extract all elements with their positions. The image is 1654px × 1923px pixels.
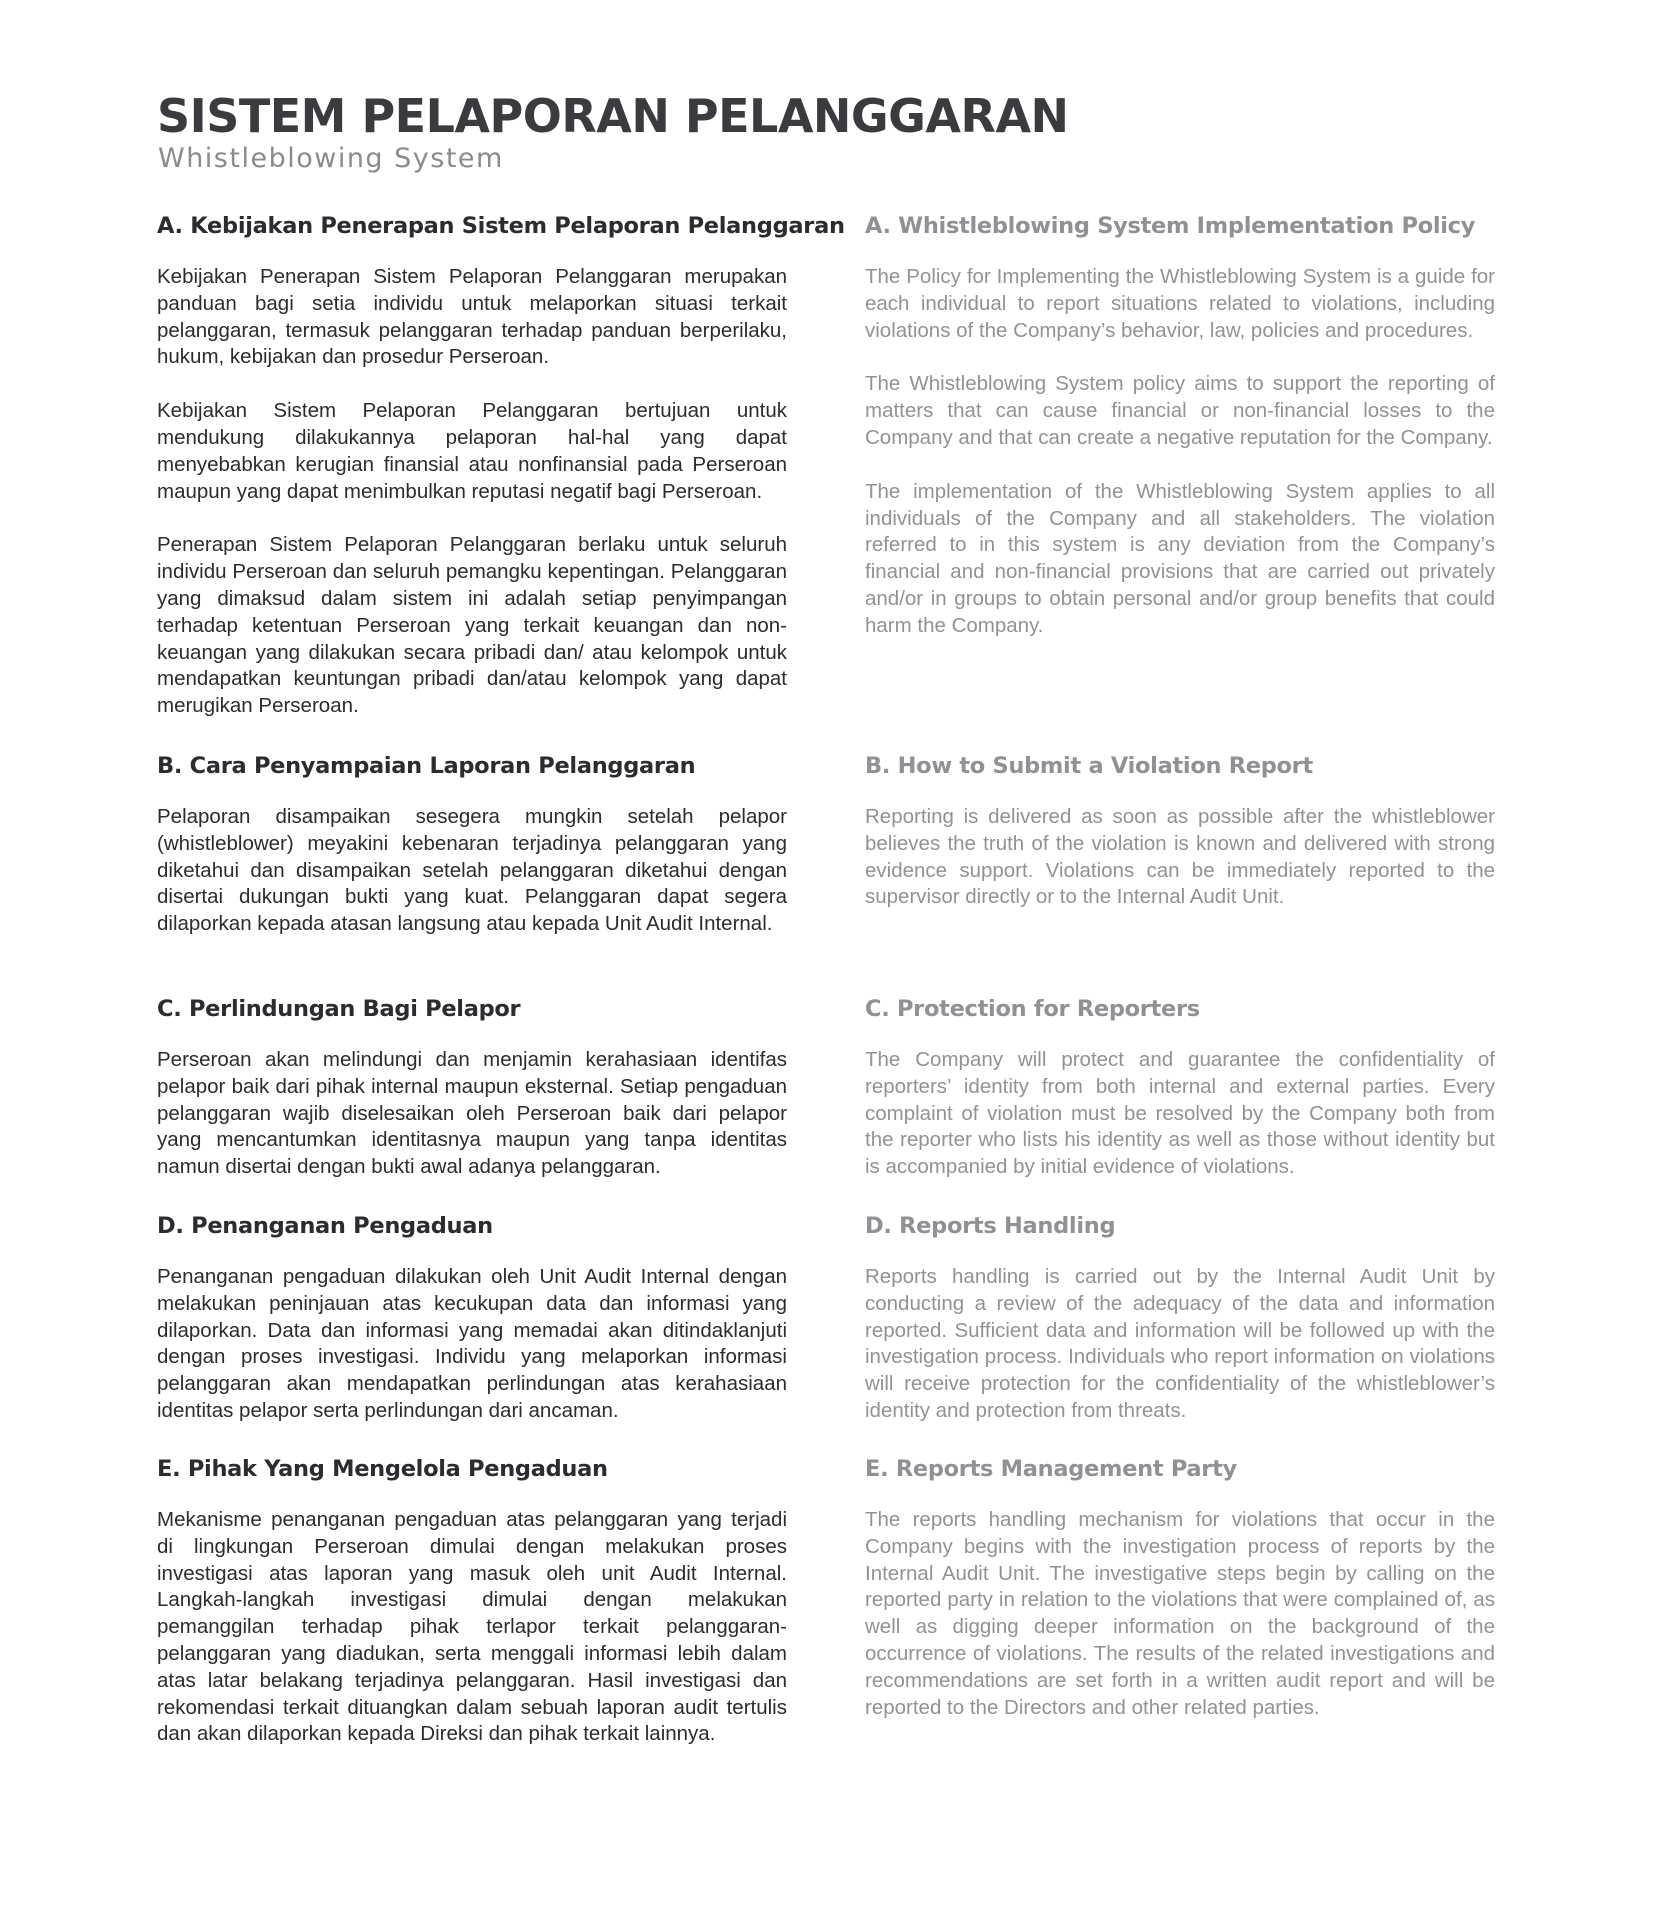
section-paragraph: Perseroan akan melindungi dan menjamin kerahasiaan identifas pelapor baik dari pihak internal maupun eksternal. Setiap pengaduan pelanggaran wajib diselesaikan oleh Perseroan baik dari pelapor yang mencantumkan identitasnya maupun yang tanpa identitas namun disertai dengan bukti awal adanya pelanggaran. bbox=[157, 1048, 787, 1179]
section-paragraph: Reporting is delivered as soon as possible after the whistleblower believes the truth of the violation is known and delivered with strong evidence support. Violations can be immediately reported to the supervisor directly or to the Internal Audit Unit. bbox=[865, 805, 1495, 909]
section-paragraph: The implementation of the Whistleblowing System applies to all individuals of the Company and all stakeholders. The violation referred to in this system is any deviation from the Company’s financial and non-financial provisions that are carried out privately and/or in groups to obtain personal and/or group benefits that could harm the Company. bbox=[865, 479, 1495, 637]
section-d-english bbox=[865, 1210, 1495, 1452]
section-heading: C. Protection for Reporters bbox=[865, 996, 1200, 1022]
section-b-indonesian bbox=[157, 750, 787, 965]
section-paragraph: The reports handling mechanism for violations that occur in the Company begins with the investigation process of reports by the Internal Audit Unit. The investigative steps begin by calling on the reported party in relation to the violations that were complained of, as well as digging deeper information on the background of the occurrence of violations. The results of the related investigations and recommendations are set forth in a written audit report and will be reported to the Directors and other related parties. bbox=[865, 1508, 1495, 1719]
section-a-indonesian bbox=[157, 210, 845, 747]
section-a-english bbox=[865, 210, 1495, 667]
section-heading: D. Penanganan Pengaduan bbox=[157, 1213, 493, 1239]
section-paragraph: Reports handling is carried out by the Internal Audit Unit by conducting a review of the adequacy of the data and information reported. Sufficient data and information will be followed up with the investigation process. Individuals who report information on violations will receive protection for the confidentiality of the whistleblower’s identity and protection from threats. bbox=[865, 1265, 1495, 1422]
section-heading: D. Reports Handling bbox=[865, 1213, 1116, 1239]
page-title: SISTEM PELAPORAN PELANGGARAN bbox=[157, 89, 1069, 143]
section-e-english bbox=[865, 1453, 1495, 1748]
section-d-indonesian bbox=[157, 1210, 787, 1452]
section-heading: B. How to Submit a Violation Report bbox=[865, 753, 1313, 779]
page-subtitle: Whistleblowing System bbox=[158, 143, 504, 174]
section-heading: E. Reports Management Party bbox=[865, 1456, 1237, 1482]
section-paragraph: The Company will protect and guarantee the confidentiality of reporters’ identity from both internal and external parties. Every complaint of violation must be resolved by the Company both from the reporter who lists his identity as well as those without identity but is accompanied by initial evidence of violations. bbox=[865, 1048, 1495, 1179]
section-heading: E. Pihak Yang Mengelola Pengaduan bbox=[157, 1456, 608, 1482]
section-paragraph: Pelaporan disampaikan sesegera mungkin setelah pelapor (whistleblower) meyakini kebenaran terjadinya pelanggaran yang diketahui dan disampaikan setelah pelanggaran diketahui dengan disertai dukungan bukti yang kuat. Pelanggaran dapat segera dilaporkan kepada atasan langsung atau kepada Unit Audit Internal. bbox=[157, 805, 787, 936]
section-paragraph: Kebijakan Sistem Pelaporan Pelanggaran bertujuan untuk mendukung dilakukannya pelaporan hal-hal yang dapat menyebabkan kerugian finansial atau nonfinansial pada Perseroan maupun yang dapat menimbulkan reputasi negatif bagi Perseroan. bbox=[157, 399, 787, 503]
section-c-english bbox=[865, 993, 1495, 1208]
section-c-indonesian bbox=[157, 993, 787, 1208]
section-paragraph: Mekanisme penanganan pengaduan atas pelanggaran yang terjadi di lingkungan Perseroan dimulai dengan melakukan proses investigasi atas laporan yang masuk oleh unit Audit Internal. Langkah-langkah investigasi dimulai dengan melakukan pemanggilan terhadap pihak terlapor terkait pelanggaran-pelanggaran yang diadukan, serta menggali informasi lebih dalam atas latar belakang terjadinya pelanggaran. Hasil investigasi dan rekomendasi terkait dituangkan dalam sebuah laporan audit tertulis dan akan dilaporkan kepada Direksi dan pihak terkait lainnya. bbox=[157, 1508, 787, 1746]
section-e-indonesian bbox=[157, 1453, 787, 1775]
section-b-english bbox=[865, 750, 1495, 938]
section-paragraph: Penerapan Sistem Pelaporan Pelanggaran berlaku untuk seluruh individu Perseroan dan seluruh pemangku kepentingan. Pelanggaran yang dimaksud dalam sistem ini adalah setiap penyimpangan terhadap ketentuan Perseroan yang terkait keuangan dan non-keuangan yang dilakukan secara pribadi dan/ atau kelompok untuk mendapatkan keuntungan pribadi dan/atau kelompok yang dapat merugikan Perseroan. bbox=[157, 533, 787, 718]
section-heading: C. Perlindungan Bagi Pelapor bbox=[157, 996, 521, 1022]
section-heading: A. Whistleblowing System Implementation Policy bbox=[865, 213, 1476, 239]
section-paragraph: The Policy for Implementing the Whistleblowing System is a guide for each individual to report situations related to violations, including violations of the Company’s behavior, law, policies and procedures. bbox=[865, 265, 1495, 342]
section-paragraph: Penanganan pengaduan dilakukan oleh Unit Audit Internal dengan melakukan peninjauan atas kecukupan data dan informasi yang dilaporkan. Data dan informasi yang memadai akan ditindaklanjuti dengan proses investigasi. Individu yang melaporkan informasi pelanggaran akan mendapatkan perlindungan atas kerahasiaan identitas pelapor serta perlindungan dari ancaman. bbox=[157, 1265, 787, 1422]
section-heading: B. Cara Penyampaian Laporan Pelanggaran bbox=[157, 753, 696, 779]
section-paragraph: The Whistleblowing System policy aims to support the reporting of matters that can cause financial or non-financial losses to the Company and that can create a negative reputation for the Company. bbox=[865, 372, 1495, 449]
section-paragraph: Kebijakan Penerapan Sistem Pelaporan Pelanggaran merupakan panduan bagi setia individu untuk melaporkan situasi terkait pelanggaran, termasuk pelanggaran terhadap panduan berperilaku, hukum, kebijakan dan prosedur Perseroan. bbox=[157, 265, 787, 369]
section-heading: A. Kebijakan Penerapan Sistem Pelaporan Pelanggaran bbox=[157, 213, 845, 239]
